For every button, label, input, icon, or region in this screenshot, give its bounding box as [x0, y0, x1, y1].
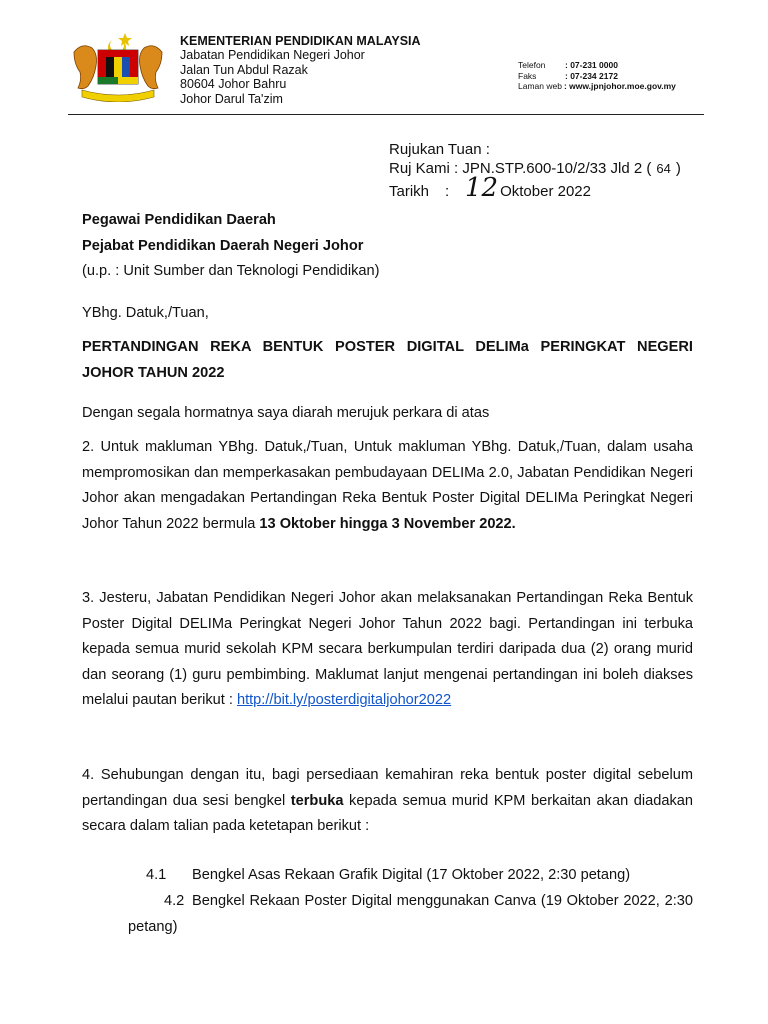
tarikh-month-year: Oktober 2022 — [500, 183, 591, 200]
recipient-line: (u.p. : Unit Sumber dan Teknologi Pendidikan) — [82, 263, 380, 279]
contact-label: Laman web — [518, 81, 562, 91]
contact-label: Telefon — [518, 60, 546, 70]
tarikh — [389, 173, 681, 203]
paragraph-2 — [82, 435, 693, 537]
tarikh-colon: : — [445, 183, 450, 200]
ruj-kami — [389, 159, 681, 179]
department-address — [180, 48, 365, 106]
malaysia-coat-of-arms-logo — [68, 30, 168, 102]
poster-competition-link[interactable]: http://bit.ly/posterdigitaljohor2022 — [236, 692, 452, 708]
salutation: YBhg. Datuk,/Tuan, — [82, 305, 209, 321]
address-line: Jalan Tun Abdul Razak — [180, 62, 308, 77]
contact-value: : www.jpnjohor.moe.gov.my — [563, 81, 676, 91]
paragraph-2-text: 2. Untuk makluman YBhg. Datuk,/Tuan, Untuk makluman YBhg. Datuk,/Tuan, dalam usaha mempromosikan dan memperkasakan pembudayaan DELIMa 2.0, Jabatan Pendidikan Negeri Johor akan mengadakan Pertandingan Reka Bentuk Poster Digital DELIMa Peringkat Negeri Johor Tahun 2022 bermula — [82, 439, 693, 532]
contact-label: Faks — [518, 70, 537, 81]
workshop-item-text: Bengkel Rekaan Poster Digital menggunakan Canva (19 Oktober 2022, 2:30 petang) — [128, 893, 693, 935]
paragraph-2-dates: 13 Oktober hingga 3 November 2022. — [259, 515, 516, 532]
ruj-kami-text: Ruj Kami : JPN.STP.600-10/2/33 Jld 2 ( — [389, 160, 652, 177]
paragraph-4-bold: terbuka — [290, 792, 344, 809]
recipient-line: Pejabat Pendidikan Daerah Negeri Johor — [82, 237, 364, 254]
ruj-kami-close: ) — [675, 160, 681, 177]
workshop-item-number: 4.1 — [146, 867, 167, 883]
contact-value: : 07-231 0000 — [565, 60, 618, 70]
workshop-item — [146, 863, 693, 889]
tarikh-label: Tarikh — [389, 183, 430, 200]
ruj-kami-number: 64 — [656, 161, 671, 176]
ministry-name: KEMENTERIAN PENDIDIKAN MALAYSIA — [180, 34, 421, 48]
address-line: 80604 Johor Bahru — [180, 77, 287, 91]
contact-telefon — [518, 60, 676, 71]
opening-line: Dengan segala hormatnya saya diarah merujuk perkara di atas — [82, 405, 490, 421]
workshop-item — [128, 889, 693, 940]
rujukan-tuan: Rujukan Tuan : — [389, 141, 490, 158]
tarikh-handwritten-day: 12 — [465, 173, 499, 203]
paragraph-4-text-end: kepada semua murid KPM berkaitan akan diadakan secara dalam talian pada ketetapan berikut : — [82, 792, 693, 834]
recipient-line: Pegawai Pendidikan Daerah — [82, 212, 276, 228]
address-line: Johor Darul Ta'zim — [180, 91, 283, 106]
paragraph-4 — [82, 763, 693, 840]
contact-website — [518, 81, 676, 92]
paragraph-4-text: 4. Sehubungan dengan itu, bagi persediaan kemahiran reka bentuk poster digital sebelum pertandingan dua sesi bengkel — [82, 767, 693, 809]
contact-faks — [518, 71, 676, 82]
address-line: Jabatan Pendidikan Negeri Johor — [180, 48, 365, 62]
reference-block — [389, 141, 681, 201]
recipient-block — [82, 208, 693, 285]
letter-subject: PERTANDINGAN REKA BENTUK POSTER DIGITAL DELIMa PERINGKAT NEGERI JOHOR TAHUN 2022 — [82, 339, 693, 381]
paragraph-3-text: 3. Jesteru, Jabatan Pendidikan Negeri Johor akan melaksanakan Pertandingan Reka Bentuk Poster Digital DELIMa Peringkat Negeri Johor Tahun 2022 bagi. Pertandingan ini terbuka kepada semua murid sekolah KPM secara berkumpulan terdiri daripada dua (2) orang murid dan seorang (1) guru pembimbing. Maklumat lanjut mengenai pertandingan ini boleh diakses melalui pautan berikut : — [82, 590, 693, 708]
workshop-item-text: Bengkel Asas Rekaan Grafik Digital (17 Oktober 2022, 2:30 petang) — [192, 867, 631, 883]
paragraph-3 — [82, 586, 693, 714]
contact-block — [518, 60, 676, 92]
header-divider — [68, 114, 704, 115]
contact-value: : 07-234 2172 — [565, 70, 618, 81]
workshop-item-number: 4.2 — [164, 893, 185, 909]
